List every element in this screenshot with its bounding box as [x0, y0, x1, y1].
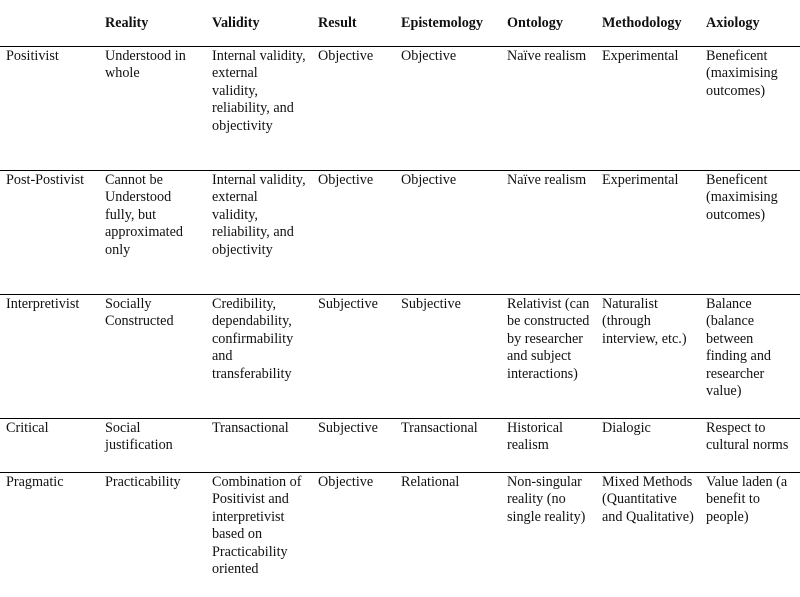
cell-axiology: Value laden (a benefit to people) — [706, 473, 788, 525]
cell-epistemology: Transactional — [394, 418, 500, 472]
cell-axiology: Balance (balance between finding and researcher value) — [699, 294, 800, 418]
cell-methodology: Experimental — [595, 46, 699, 170]
cell-epistemology: Objective — [394, 170, 500, 294]
cell-methodology: Experimental — [595, 170, 699, 294]
header-cell-ontology: Ontology — [500, 0, 595, 46]
cell-reality: Social justification — [98, 418, 205, 472]
table-row-positivist — [0, 46, 800, 170]
cell-result: Subjective — [311, 418, 394, 472]
table-row-post-postivist — [0, 170, 800, 294]
cell-axiology: Respect to cultural norms — [699, 418, 800, 472]
cell-validity: Credibility, dependability, confirmability and transferability — [205, 294, 311, 418]
cell-ontology: Non-singular reality (no single reality) — [507, 473, 586, 525]
cell-result: Objective — [311, 170, 394, 294]
cell-reality: Understood in whole — [98, 46, 205, 170]
cell-result: Subjective — [311, 294, 394, 418]
cell-reality: Practicability — [105, 473, 181, 490]
cell-ontology: Historical realism — [500, 418, 595, 472]
cell-epistemology: Relational — [401, 473, 460, 490]
row-label: Pragmatic — [6, 473, 64, 490]
header-row — [0, 0, 800, 46]
row-label: Critical — [0, 418, 98, 472]
cell-ontology: Relativist (can be constructed by researcher and subject interactions) — [500, 294, 595, 418]
cell-reality: Cannot be Understood fully, but approximated only — [98, 170, 205, 294]
header-cell-corner — [0, 0, 98, 46]
table-row-pragmatic — [0, 472, 800, 596]
cell-reality: Socially Constructed — [98, 294, 205, 418]
cell-axiology: Beneficent (maximising outcomes) — [699, 46, 800, 170]
header-cell-result: Result — [311, 0, 394, 46]
header-cell-reality: Reality — [98, 0, 205, 46]
cell-validity: Internal validity, external validity, reliability, and objectivity — [205, 170, 311, 294]
header-cell-methodology: Methodology — [595, 0, 699, 46]
cell-axiology: Beneficent (maximising outcomes) — [699, 170, 800, 294]
cell-validity: Internal validity, external validity, reliability, and objectivity — [205, 46, 311, 170]
cell-epistemology: Subjective — [394, 294, 500, 418]
cell-methodology: Mixed Methods (Quantitative and Qualitative) — [602, 473, 694, 525]
table-row-critical — [0, 418, 800, 472]
cell-ontology: Naïve realism — [500, 46, 595, 170]
cell-methodology: Naturalist (through interview, etc.) — [595, 294, 699, 418]
table-row-interpretivist — [0, 294, 800, 418]
cell-epistemology: Objective — [394, 46, 500, 170]
row-label: Interpretivist — [0, 294, 98, 418]
cell-result: Objective — [318, 473, 374, 490]
cell-methodology: Dialogic — [595, 418, 699, 472]
header-cell-validity: Validity — [205, 0, 311, 46]
header-cell-axiology: Axiology — [699, 0, 800, 46]
cell-validity: Combination of Positivist and interpretivist based on Practicability oriented — [212, 473, 302, 578]
cell-result: Objective — [311, 46, 394, 170]
cell-validity: Transactional — [205, 418, 311, 472]
header-cell-epistemology: Epistemology — [394, 0, 500, 46]
row-label: Positivist — [0, 46, 98, 170]
row-label: Post-Postivist — [0, 170, 98, 294]
cell-ontology: Naïve realism — [500, 170, 595, 294]
